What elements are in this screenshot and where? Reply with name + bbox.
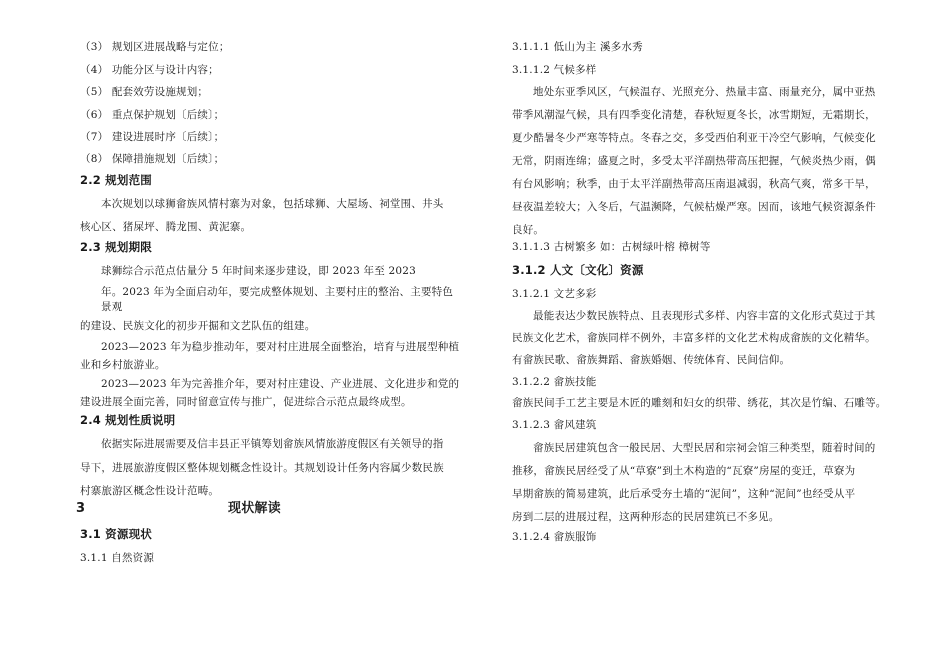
paragraph-line: 2023—2023 年为完善推介年，要对村庄建设、产业进展、文化进步和党的 <box>101 378 460 390</box>
paragraph-line: 推移，畲族民居经受了从“草寮”到土木构造的“瓦寮”房屋的变迁，草寮为 <box>512 465 856 477</box>
paragraph-line: 建设进展全面完善，同时留意宣传与推广，促进综合示范点最终成型。 <box>80 396 412 408</box>
list-item: （4） 功能分区与设计内容； <box>80 64 219 76</box>
paragraph-line: 无常，阴雨连绵；盛夏之时，多受太平洋副热带高压把握，气候炎热少雨，偶 <box>512 155 876 167</box>
paragraph-line: 带季风潮湿气候，具有四季变化清楚，春秋短夏冬长，冰雪期短，无霜期长， <box>512 109 876 121</box>
section-heading-3-1-1-2: 3.1.1.2 气候多样 <box>512 64 597 76</box>
chapter-title: 现状解读 <box>228 501 281 516</box>
paragraph-line: 良好。 <box>512 224 545 236</box>
paragraph-line: 球狮综合示范点估量分 5 年时间来逐步建设，即 2023 年至 2023 <box>101 265 417 277</box>
paragraph-line: 本次规划以球狮畲族风情村寨为对象，包括球狮、大屋场、祠堂围、井头 <box>101 198 444 210</box>
section-heading-3-1-2-3: 3.1.2.3 畲风建筑 <box>512 419 597 431</box>
paragraph-line: 年。2023 年为全面启动年，要完成整体规划、主要村庄的整治、主要特色 <box>101 286 454 298</box>
paragraph-line: 地处东亚季风区，气候温存、光照充分、热量丰富、雨量充分，属中亚热 <box>533 86 876 98</box>
paragraph-line: 畲族民间手工艺主要是木匠的雕刻和妇女的织带、绣花，其次是竹编、石雕等。 <box>512 397 887 409</box>
list-item: （3） 规划区进展战略与定位； <box>80 41 230 53</box>
paragraph-line: 畲族民居建筑包含一般民居、大型民居和宗祠会馆三种类型，随着时间的 <box>533 442 876 454</box>
paragraph-line: 民族文化艺术，畲族同样不例外，丰富多样的文化艺术构成畲族的文化精华。 <box>512 332 876 344</box>
paragraph-line: 景观 <box>101 301 123 313</box>
section-heading-3-1-2-1: 3.1.2.1 文艺多彩 <box>512 288 597 300</box>
paragraph-line: 依据实际进展需要及信丰县正平镇筹划畲族风情旅游度假区有关领导的指 <box>101 438 444 450</box>
paragraph-line: 早期畲族的简易建筑，此后承受夯土墙的“泥间”，这种“泥间”也经受从平 <box>512 488 856 500</box>
section-heading-3-1-2-4: 3.1.2.4 畲族服饰 <box>512 531 597 543</box>
paragraph-line: 房到二层的进展过程，这两种形态的民居建筑已不多见。 <box>512 511 780 523</box>
list-item: （7） 建设进展时序〔后续〕； <box>80 131 225 143</box>
section-heading-2-4: 2.4 规划性质说明 <box>80 413 176 427</box>
paragraph-line: 有畲族民歌、畲族舞蹈、畲族婚姻、传统体育、民间信仰。 <box>512 354 791 366</box>
list-item: （8） 保障措施规划〔后续〕； <box>80 153 225 165</box>
section-heading-3-1: 3.1 资源现状 <box>80 527 152 541</box>
paragraph-line: 的建设、民族文化的初步开掘和文艺队伍的组建。 <box>80 320 316 332</box>
chapter-number: 3 <box>76 501 86 516</box>
section-heading-2-2: 2.2 规划范围 <box>80 173 152 187</box>
section-heading-3-1-1-3: 3.1.1.3 古树繁多 如：古树绿叶榕 樟树等 <box>512 241 711 253</box>
section-heading-3-1-1-1: 3.1.1.1 低山为主 溪多水秀 <box>512 41 643 53</box>
paragraph-line: 最能表达少数民族特点、且表现形式多样、内容丰富的文化形式莫过于其 <box>533 310 876 322</box>
section-heading-2-3: 2.3 规划期限 <box>80 240 152 254</box>
paragraph-line: 有台风影响；秋季，由于太平洋副热带高压南退减弱，秋高气爽，常多干旱， <box>512 178 876 190</box>
list-item: （6） 重点保护规划〔后续〕； <box>80 109 225 121</box>
list-item: （5） 配套效劳设施规划； <box>80 86 209 98</box>
paragraph-line: 业和乡村旅游业。 <box>80 359 166 371</box>
paragraph-line: 2023—2023 年为稳步推动年，要对村庄进展全面整治，培育与进展型种植 <box>101 341 460 353</box>
paragraph-line: 导下，进展旅游度假区整体规划概念性设计。其规划设计任务内容属少数民族 <box>80 462 444 474</box>
paragraph-line: 核心区、猪屎坪、腾龙围、黄泥寨。 <box>80 221 252 233</box>
paragraph-line: 昼夜温差较大；入冬后，气温濒降，气候枯燥严寒。因而，该地气候资源条件 <box>512 201 876 213</box>
paragraph-line: 村寨旅游区概念性设计范畴。 <box>80 485 220 497</box>
paragraph-line: 夏少酷暑冬少严寒等特点。冬春之交，多受西伯利亚干冷空气影响，气候变化 <box>512 132 876 144</box>
section-heading-3-1-2-2: 3.1.2.2 畲族技能 <box>512 376 597 388</box>
section-heading-3-1-1: 3.1.1 自然资源 <box>80 552 155 564</box>
section-heading-3-1-2: 3.1.2 人文〔文化〕资源 <box>512 263 644 277</box>
